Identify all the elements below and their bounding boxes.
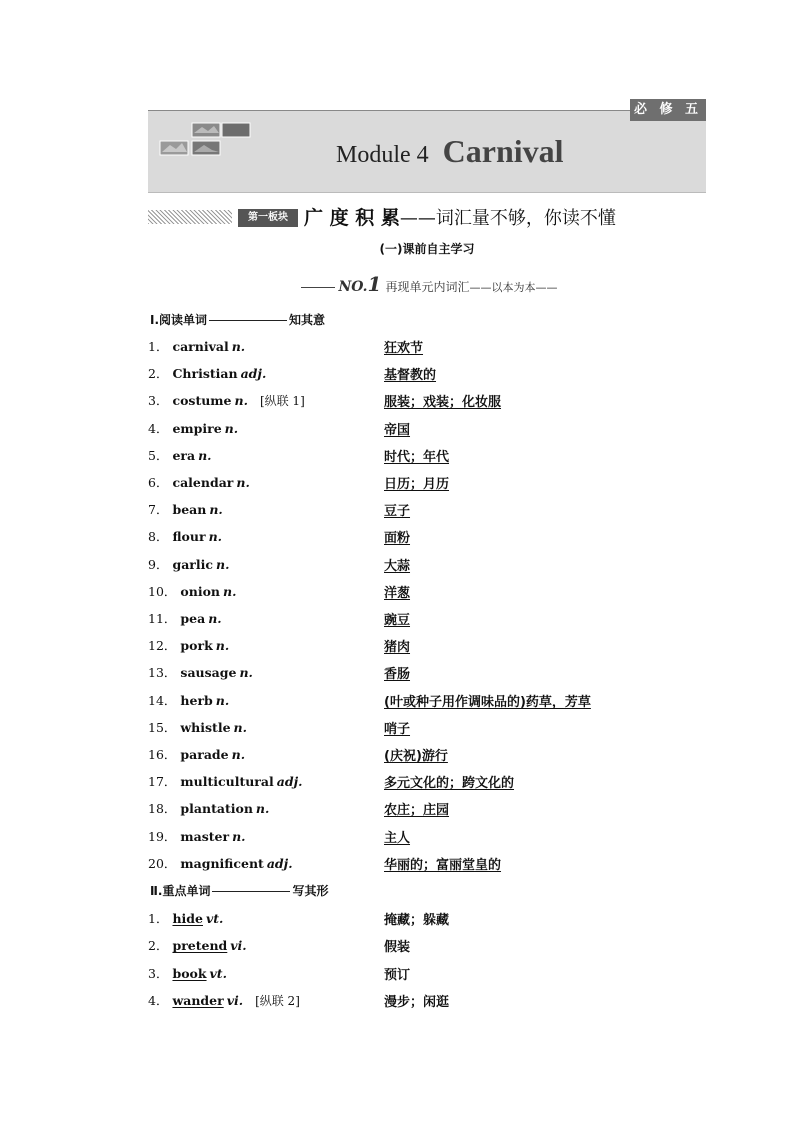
word: empire <box>172 420 222 436</box>
word: carnival <box>172 339 229 354</box>
meaning: 洋葱 <box>384 585 411 601</box>
item-number: 15． <box>148 719 177 735</box>
item-number: 1． <box>148 339 169 354</box>
module-label: Module 4 <box>336 142 429 168</box>
word-entry <box>148 691 229 709</box>
word-row <box>148 527 708 547</box>
item-number: 11． <box>148 611 177 626</box>
word: pretend <box>172 938 228 954</box>
part-of-speech: adj. <box>240 366 267 382</box>
volume-tag: 必 修 五 <box>630 99 706 121</box>
meaning: 香肠 <box>384 667 411 683</box>
word-row <box>148 772 708 792</box>
word-entry <box>148 391 305 409</box>
section-title-main: 广 度 积 累 <box>304 207 400 229</box>
part-of-speech: n. <box>208 611 222 626</box>
heading-dash <box>209 320 287 321</box>
word: flour <box>172 529 206 545</box>
heading-dash <box>212 891 290 892</box>
part-of-speech: adj. <box>276 774 303 790</box>
word-entry <box>148 799 269 817</box>
meaning: 服装；戏装；化妆服 <box>384 395 502 411</box>
part-of-speech: n. <box>215 638 230 654</box>
word-entry <box>148 936 247 954</box>
word-row <box>148 991 708 1011</box>
item-number: 4． <box>148 993 169 1009</box>
meaning: 狂欢节 <box>384 341 424 356</box>
word-entry <box>148 745 245 763</box>
word-entry <box>148 337 245 355</box>
cross-ref-tag: [纵联 1] <box>259 394 305 409</box>
item-number: 6． <box>148 475 169 490</box>
meaning: 猪肉 <box>384 640 411 656</box>
meaning: 华丽的；富丽堂皇的 <box>384 857 502 873</box>
word-entry <box>148 636 229 654</box>
part-of-speech: vt. <box>209 965 227 981</box>
module-banner <box>148 102 706 193</box>
word-entry <box>148 991 300 1009</box>
left-rule <box>301 287 335 288</box>
meaning: 哨子 <box>384 721 411 737</box>
word-row <box>148 337 708 357</box>
meaning: 多元文化的；跨文化的 <box>384 776 515 792</box>
part-of-speech: n. <box>231 747 246 762</box>
word: bean <box>172 502 207 518</box>
word: era <box>172 447 196 463</box>
meaning: 基督教的 <box>384 368 437 384</box>
item-number: 9． <box>148 556 169 572</box>
part2-heading <box>150 882 328 899</box>
word-entry <box>148 909 223 927</box>
part2-heading-goal: 写其形 <box>292 884 329 898</box>
item-number: 7． <box>148 502 169 518</box>
word-row <box>148 909 708 929</box>
no-title: 再现单元内词汇 <box>385 280 470 294</box>
word-entry <box>148 827 246 845</box>
landscape-photos-icon <box>156 121 256 161</box>
no-subtitle: ——以本为本—— <box>469 281 558 294</box>
word-entry <box>148 446 212 464</box>
word-row <box>148 500 708 520</box>
meaning: 豆子 <box>384 504 411 520</box>
item-number: 16． <box>148 747 177 762</box>
word-row <box>148 636 708 656</box>
word-row <box>148 827 708 847</box>
part1-heading-label: Ⅰ.阅读单词 <box>150 313 208 327</box>
part-of-speech: adj. <box>266 855 293 871</box>
no-number: 1 <box>367 272 382 296</box>
word-row <box>148 718 708 738</box>
hatch-decoration <box>148 210 232 224</box>
part-of-speech: n. <box>232 828 246 844</box>
word-row <box>148 663 708 683</box>
part2-heading-label: Ⅱ.重点单词 <box>150 884 211 898</box>
part-of-speech: n. <box>209 502 223 518</box>
word-row <box>148 391 708 411</box>
item-number: 13． <box>148 665 177 681</box>
word-row <box>148 799 708 819</box>
part1-heading <box>150 311 325 328</box>
word: herb <box>180 692 213 708</box>
item-number: 8． <box>148 529 169 545</box>
word-entry <box>148 527 222 545</box>
item-number: 20． <box>148 855 177 871</box>
word: whistle <box>180 719 231 735</box>
part-of-speech: n. <box>223 583 237 599</box>
word-entry <box>148 364 266 382</box>
part-of-speech: vt. <box>205 911 224 926</box>
word: hide <box>172 911 203 926</box>
part-of-speech: n. <box>239 665 253 681</box>
section-title <box>304 203 616 230</box>
word-row <box>148 364 708 384</box>
meaning: 预订 <box>384 967 411 983</box>
word: sausage <box>180 665 237 681</box>
item-number: 19． <box>148 828 177 844</box>
word: Christian <box>172 366 238 382</box>
item-number: 4． <box>148 420 169 436</box>
word-row <box>148 936 708 956</box>
meaning: 日历；月历 <box>384 477 450 492</box>
meaning: 假装 <box>384 940 411 956</box>
word-entry <box>148 582 236 600</box>
word-entry <box>148 609 222 627</box>
module-title <box>336 133 564 170</box>
meaning: 漫步；闲逛 <box>384 995 450 1011</box>
word-row <box>148 446 708 466</box>
meaning: 面粉 <box>384 531 411 547</box>
word-entry <box>148 555 229 573</box>
word-entry <box>148 500 223 518</box>
item-number: 10． <box>148 583 177 599</box>
word: parade <box>180 747 229 762</box>
part-of-speech: n. <box>208 529 223 545</box>
item-number: 3． <box>148 393 169 409</box>
meaning: 主人 <box>384 830 411 846</box>
word: garlic <box>172 556 213 572</box>
word-row <box>148 609 708 629</box>
item-number: 18． <box>148 801 177 817</box>
word: book <box>172 965 207 981</box>
part-of-speech: n. <box>215 692 230 708</box>
word-row <box>148 691 708 711</box>
word-entry <box>148 964 227 982</box>
word: pea <box>180 611 206 626</box>
word-row <box>148 582 708 602</box>
no1-heading <box>148 272 706 296</box>
word-entry <box>148 473 250 491</box>
item-number: 5． <box>148 447 169 463</box>
meaning: 掩藏；躲藏 <box>384 913 450 928</box>
word: costume <box>172 393 232 409</box>
part-of-speech: n. <box>216 556 230 572</box>
pre-study-heading: (一)课前自主学习 <box>379 242 475 256</box>
part1-heading-goal: 知其意 <box>289 313 326 327</box>
module-name: Carnival <box>442 133 564 169</box>
part-of-speech: n. <box>233 719 247 735</box>
word-entry <box>148 663 253 681</box>
word: pork <box>180 638 213 654</box>
part-of-speech: n. <box>234 393 248 409</box>
meaning: 帝国 <box>384 422 411 438</box>
meaning: (叶或种子用作调味品的)药草，芳草 <box>384 694 591 710</box>
item-number: 3． <box>148 965 169 981</box>
block-tag: 第一板块 <box>238 209 298 227</box>
meaning: (庆祝)游行 <box>384 749 448 764</box>
part-of-speech: vi. <box>226 993 244 1009</box>
no-prefix: NO. <box>338 279 368 295</box>
part-of-speech: n. <box>231 339 246 354</box>
item-number: 17． <box>148 774 177 790</box>
word-entry <box>148 854 293 872</box>
word-row <box>148 419 708 439</box>
word: plantation <box>180 801 253 817</box>
part-of-speech: n. <box>198 447 212 463</box>
item-number: 2． <box>148 938 169 954</box>
meaning: 农庄；庄园 <box>384 803 450 819</box>
word: master <box>180 828 230 844</box>
word-row <box>148 473 708 493</box>
item-number: 14． <box>148 692 177 708</box>
word: multicultural <box>180 774 274 790</box>
word: calendar <box>172 475 234 490</box>
part-of-speech: n. <box>255 801 270 817</box>
meaning: 豌豆 <box>384 613 411 628</box>
word-row <box>148 555 708 575</box>
word-row <box>148 745 708 765</box>
item-number: 2． <box>148 366 169 382</box>
item-number: 1． <box>148 911 169 926</box>
section-title-sub: ——词汇量不够，你读不懂 <box>399 208 616 229</box>
word: magnificent <box>180 855 264 871</box>
cross-ref-tag: [纵联 2] <box>255 994 300 1009</box>
word-entry <box>148 718 247 736</box>
part-of-speech: vi. <box>230 938 247 954</box>
word-entry <box>148 419 238 437</box>
word-row <box>148 854 708 874</box>
section-header <box>148 204 706 230</box>
word-entry <box>148 772 302 790</box>
word-row <box>148 964 708 984</box>
part-of-speech: n. <box>224 420 239 436</box>
word: wander <box>172 993 224 1009</box>
item-number: 12． <box>148 638 177 654</box>
word: onion <box>180 583 221 599</box>
meaning: 大蒜 <box>384 558 411 574</box>
part-of-speech: n. <box>236 475 250 490</box>
meaning: 时代；年代 <box>384 449 450 465</box>
